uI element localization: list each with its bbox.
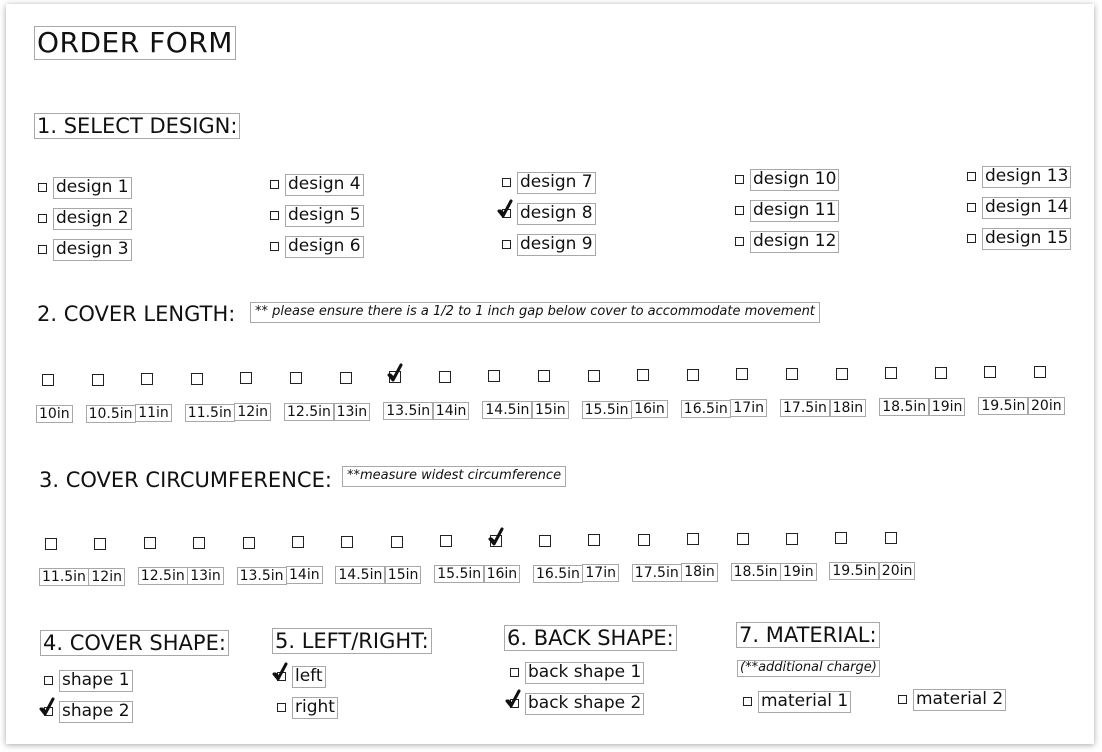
option-label: material 1 — [758, 691, 851, 713]
option-label: design 13 — [982, 166, 1071, 188]
checkbox[interactable] — [1034, 366, 1046, 378]
checkbox[interactable] — [967, 172, 976, 181]
section4-option[interactable] — [44, 670, 133, 692]
section1-option[interactable] — [967, 197, 1071, 219]
option-label[interactable]: 15in — [385, 566, 422, 584]
option-label[interactable]: 14in — [286, 566, 323, 584]
checkbox[interactable] — [290, 372, 302, 384]
section7-option[interactable] — [743, 691, 851, 713]
section-3-note: **measure widest circumference — [342, 466, 566, 487]
checkbox[interactable] — [38, 183, 47, 192]
option-label: design 4 — [285, 174, 364, 196]
section1-option[interactable] — [38, 239, 132, 261]
checkmark-icon — [272, 662, 288, 682]
checkbox[interactable] — [735, 175, 744, 184]
checkbox[interactable] — [935, 367, 947, 379]
option-label: design 7 — [517, 172, 596, 194]
checkbox[interactable] — [967, 203, 976, 212]
option-label[interactable]: 12in — [88, 568, 125, 586]
option-label[interactable]: 17.5in — [780, 399, 830, 417]
section1-option[interactable] — [270, 236, 364, 258]
option-label[interactable]: 17in — [582, 564, 619, 582]
option-label: left — [292, 666, 326, 688]
section1-option[interactable] — [502, 234, 596, 256]
option-label: shape 2 — [59, 701, 133, 723]
option-label[interactable]: 19in — [780, 563, 817, 581]
option-label[interactable]: 11in — [135, 404, 172, 422]
checkbox[interactable] — [736, 368, 748, 380]
checkmark-icon — [505, 689, 521, 709]
option-label: material 2 — [913, 689, 1006, 711]
checkbox[interactable] — [638, 534, 650, 546]
checkbox[interactable] — [588, 534, 600, 546]
option-label[interactable]: 15.5in — [434, 565, 484, 583]
section1-option[interactable] — [735, 231, 839, 253]
option-label: shape 1 — [59, 670, 133, 692]
option-label[interactable]: 12in — [234, 403, 271, 421]
checkbox[interactable] — [270, 180, 279, 189]
option-label[interactable]: 11.5in — [39, 568, 89, 586]
section-1-heading: 1. SELECT DESIGN: — [34, 113, 240, 139]
section6-option[interactable] — [510, 693, 644, 715]
checkbox[interactable] — [687, 369, 699, 381]
checkbox[interactable] — [502, 178, 511, 187]
option-label[interactable]: 20in — [1028, 397, 1065, 415]
checkbox[interactable] — [270, 242, 279, 251]
option-label: design 14 — [982, 197, 1071, 219]
option-label: design 11 — [750, 200, 839, 222]
checkbox[interactable] — [191, 373, 203, 385]
option-label[interactable]: 16.5in — [681, 400, 731, 418]
section1-option[interactable] — [967, 228, 1071, 250]
checkbox[interactable] — [588, 370, 600, 382]
option-label: design 2 — [53, 208, 132, 230]
option-label[interactable]: 18in — [830, 399, 867, 417]
option-label[interactable]: 13in — [187, 567, 224, 585]
option-label: design 8 — [517, 203, 596, 225]
checkbox[interactable] — [836, 368, 848, 380]
checkbox[interactable] — [440, 535, 452, 547]
option-label[interactable]: 12.5in — [138, 567, 188, 585]
checkbox[interactable] — [439, 371, 451, 383]
section-5-heading: 5. LEFT/RIGHT: — [272, 628, 432, 654]
checkbox[interactable] — [240, 372, 252, 384]
option-label[interactable]: 13.5in — [237, 567, 287, 585]
section4-option[interactable] — [44, 701, 133, 723]
checkbox[interactable] — [735, 237, 744, 246]
checkbox[interactable] — [270, 211, 279, 220]
section-4-heading: 4. COVER SHAPE: — [40, 630, 229, 656]
checkbox[interactable] — [735, 206, 744, 215]
checkbox[interactable] — [737, 533, 749, 545]
checkbox[interactable] — [743, 697, 752, 706]
checkbox[interactable] — [885, 532, 897, 544]
checkmark-icon — [39, 697, 55, 717]
option-label: design 1 — [53, 177, 132, 199]
checkbox[interactable] — [637, 369, 649, 381]
section-2-heading: 2. COVER LENGTH: — [37, 302, 236, 326]
option-label[interactable]: 19.5in — [978, 397, 1028, 415]
order-form-sheet — [6, 4, 1094, 744]
checkbox[interactable] — [38, 245, 47, 254]
checkbox[interactable] — [538, 370, 550, 382]
option-label[interactable]: 17.5in — [632, 564, 682, 582]
checkmark-icon — [387, 363, 403, 383]
checkbox[interactable] — [94, 538, 106, 550]
section1-option[interactable] — [502, 203, 596, 225]
option-label: design 12 — [750, 231, 839, 253]
checkmark-icon — [488, 527, 504, 547]
checkbox[interactable] — [786, 533, 798, 545]
option-label[interactable]: 14.5in — [335, 566, 385, 584]
option-label: design 15 — [982, 228, 1071, 250]
checkbox[interactable] — [193, 537, 205, 549]
checkbox[interactable] — [967, 234, 976, 243]
checkbox[interactable] — [144, 537, 156, 549]
section7-option[interactable] — [898, 689, 1006, 711]
section1-option[interactable] — [502, 172, 596, 194]
option-label[interactable]: 18in — [681, 563, 718, 581]
checkbox[interactable] — [786, 368, 798, 380]
checkbox[interactable] — [45, 538, 57, 550]
section-6-heading: 6. BACK SHAPE: — [504, 625, 677, 651]
checkbox[interactable] — [984, 366, 996, 378]
option-label[interactable]: 12.5in — [284, 403, 334, 421]
option-label[interactable]: 13.5in — [383, 402, 433, 420]
checkbox[interactable] — [391, 536, 403, 548]
option-label[interactable]: 16in — [484, 565, 521, 583]
option-label[interactable]: 20in — [879, 562, 916, 580]
option-label[interactable]: 15.5in — [582, 401, 632, 419]
option-label[interactable]: 19in — [929, 398, 966, 416]
checkbox[interactable] — [92, 374, 104, 386]
option-label[interactable]: 10in — [36, 405, 73, 423]
section-7-heading: 7. MATERIAL: — [736, 622, 880, 648]
checkbox[interactable] — [488, 370, 500, 382]
section1-option[interactable] — [967, 166, 1071, 188]
checkmark-icon — [497, 199, 513, 219]
page-title: ORDER FORM — [34, 26, 236, 60]
checkbox[interactable] — [502, 240, 511, 249]
option-label[interactable]: 14.5in — [482, 401, 532, 419]
section1-option[interactable] — [735, 200, 839, 222]
option-label: design 6 — [285, 236, 364, 258]
checkbox[interactable] — [885, 367, 897, 379]
checkbox[interactable] — [539, 535, 551, 547]
section1-option[interactable] — [270, 205, 364, 227]
option-label[interactable]: 18.5in — [879, 398, 929, 416]
option-label[interactable]: 18.5in — [731, 563, 781, 581]
option-label[interactable]: 16.5in — [533, 565, 583, 583]
section1-option[interactable] — [735, 169, 839, 191]
option-label[interactable]: 13in — [334, 403, 371, 421]
option-label: right — [292, 697, 338, 719]
checkbox[interactable] — [687, 533, 699, 545]
section-7-note: (**additional charge) — [737, 660, 880, 677]
checkbox[interactable] — [44, 676, 53, 685]
option-label[interactable]: 16in — [631, 400, 668, 418]
checkbox[interactable] — [835, 532, 847, 544]
checkbox[interactable] — [898, 695, 907, 704]
checkbox[interactable] — [38, 214, 47, 223]
section-3-heading: 3. COVER CIRCUMFERENCE: — [39, 468, 332, 492]
option-label[interactable]: 15in — [532, 401, 569, 419]
checkbox[interactable] — [292, 536, 304, 548]
option-label: design 10 — [750, 169, 839, 191]
checkbox[interactable] — [243, 537, 255, 549]
section1-option[interactable] — [270, 174, 364, 196]
checkbox[interactable] — [42, 374, 54, 386]
option-label: design 5 — [285, 205, 364, 227]
option-label[interactable]: 10.5in — [86, 405, 136, 423]
option-label: design 3 — [53, 239, 132, 261]
checkbox[interactable] — [340, 372, 352, 384]
section1-option[interactable] — [38, 208, 132, 230]
option-label[interactable]: 14in — [433, 402, 470, 420]
checkbox[interactable] — [510, 668, 519, 677]
checkbox[interactable] — [277, 703, 286, 712]
checkbox[interactable] — [341, 536, 353, 548]
option-label[interactable]: 17in — [730, 399, 767, 417]
section-2-note: ** please ensure there is a 1/2 to 1 inch gap below cover to accommodate movement — [250, 302, 820, 323]
option-label[interactable]: 19.5in — [829, 562, 879, 580]
option-label: back shape 2 — [525, 693, 644, 715]
option-label[interactable]: 11.5in — [185, 404, 235, 422]
option-label: back shape 1 — [525, 662, 644, 684]
section5-option[interactable] — [277, 697, 338, 719]
section6-option[interactable] — [510, 662, 644, 684]
section1-option[interactable] — [38, 177, 132, 199]
option-label: design 9 — [517, 234, 596, 256]
checkbox[interactable] — [141, 373, 153, 385]
